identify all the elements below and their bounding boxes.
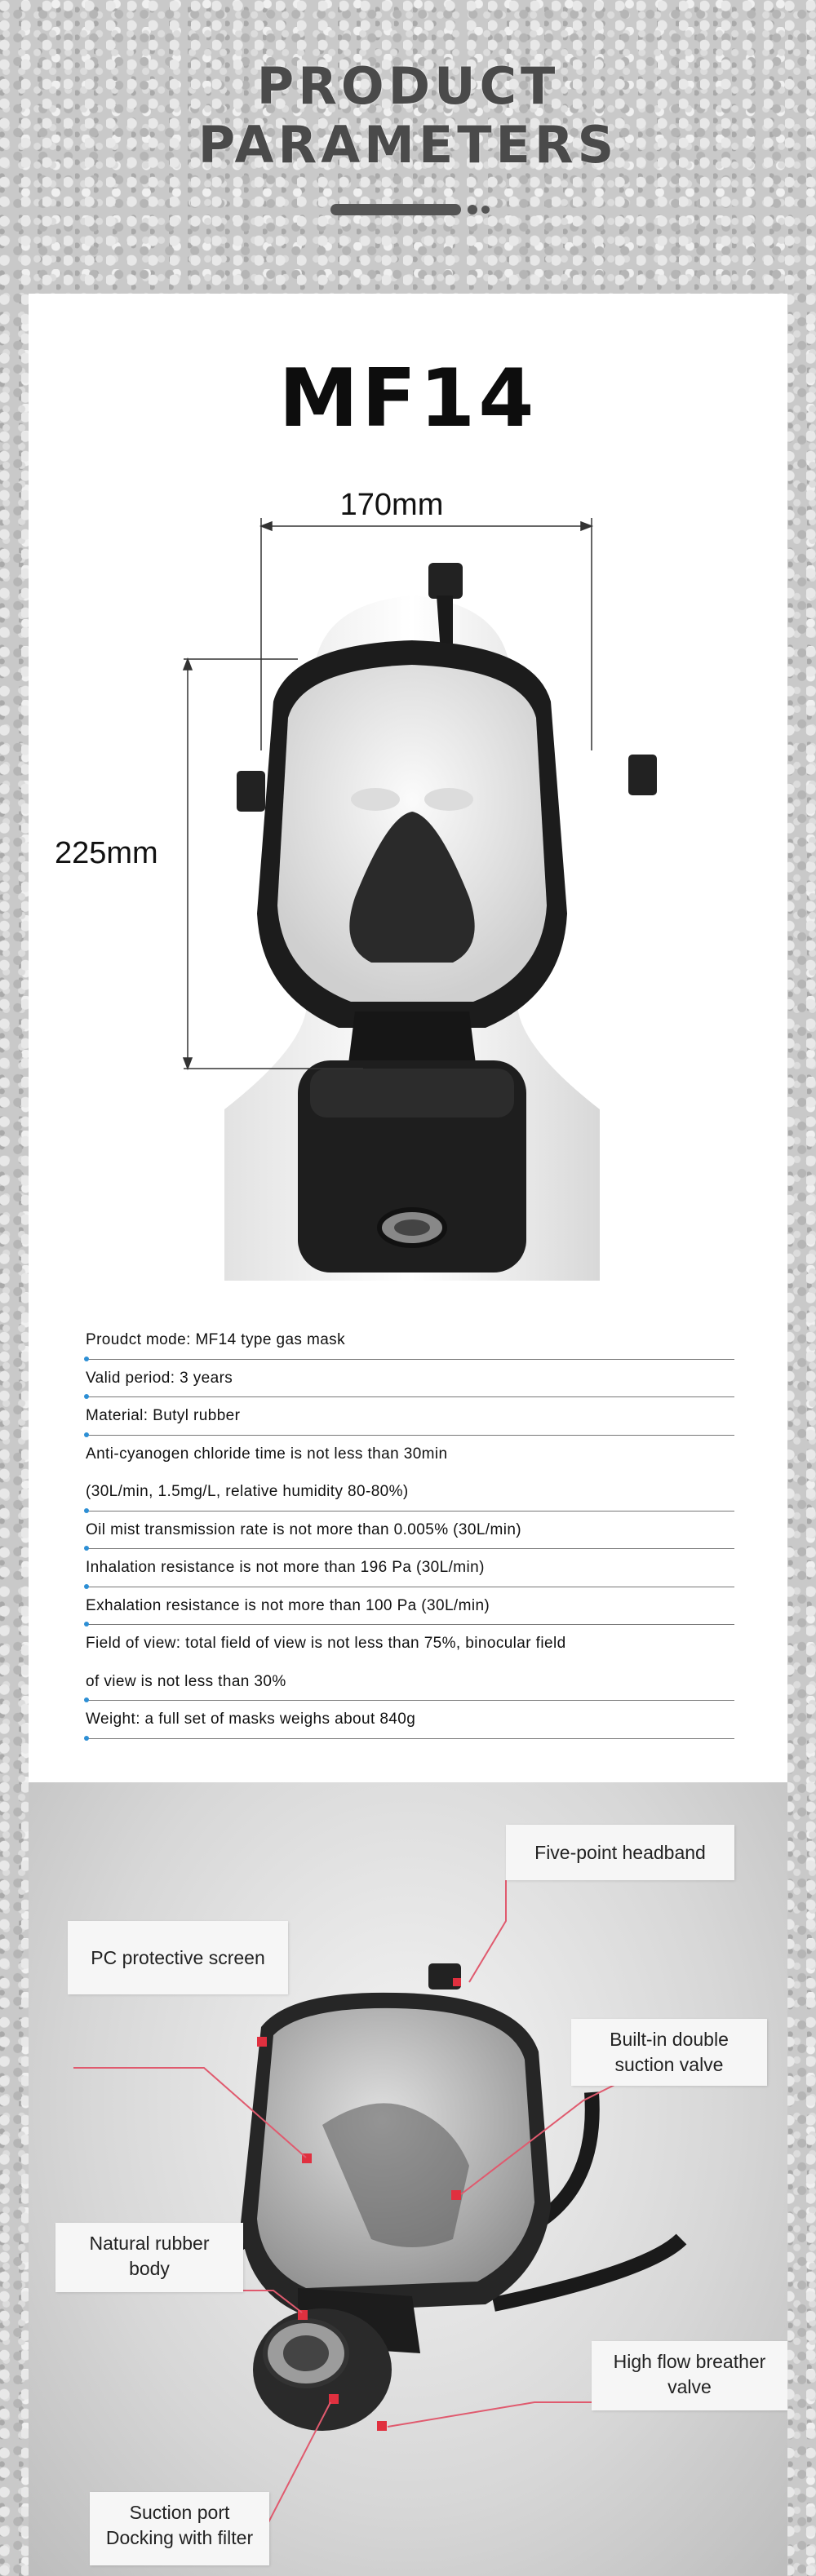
spec-weight: Weight: a full set of masks weighs about 840g [86, 1701, 734, 1739]
title-underline-dot [468, 205, 477, 215]
spec-oil-mist: Oil mist transmission rate is not more than 0.005% (30L/min) [86, 1512, 734, 1550]
spec-material: Material: Butyl rubber [86, 1397, 734, 1436]
spec-anti-cyanogen-conditions: (30L/min, 1.5mg/L, relative humidity 80-80%) [86, 1473, 734, 1512]
headband-buckle [428, 563, 463, 599]
gas-mask-feature-image [29, 1782, 787, 2576]
spec-product-mode: Proudct mode: MF14 type gas mask [86, 1321, 734, 1360]
model-name: MF14 [278, 352, 538, 445]
feature-panel [29, 1782, 787, 2576]
spec-anti-cyanogen: Anti-cyanogen chloride time is not less than 30min [86, 1445, 448, 1463]
callout-rubber-body: Natural rubber body [55, 2223, 243, 2292]
page-title-line-2: PARAMETERS [197, 115, 619, 175]
callout-suction-port: Suction port Docking with filter [90, 2492, 269, 2565]
title-underline-dot [481, 206, 490, 214]
spec-inhalation-resistance: Inhalation resistance is not more than 196 Pa (30L/min) [86, 1549, 734, 1587]
callout-headband: Five-point headband [506, 1825, 734, 1880]
callout-breather-valve: High flow breather valve [592, 2341, 787, 2410]
spec-field-of-view-continued: of view is not less than 30% [86, 1663, 734, 1702]
page-title-line-1: PRODUCT [256, 56, 560, 116]
spec-exhalation-resistance: Exhalation resistance is not more than 100 Pa (30L/min) [86, 1587, 734, 1626]
width-dimension-label: 170mm [339, 488, 444, 522]
height-dimension-label: 225mm [55, 836, 158, 870]
spec-valid-period: Valid period: 3 years [86, 1360, 734, 1398]
callout-suction-valve: Built-in double suction valve [571, 2019, 767, 2086]
callout-pc-screen: PC protective screen [68, 1921, 288, 1994]
gas-mask-image [29, 294, 787, 1297]
spec-field-of-view: Field of view: total field of view is not less than 75%, binocular field [86, 1635, 566, 1652]
spec-list [86, 1321, 734, 1739]
page-title [0, 57, 816, 175]
product-card [29, 294, 787, 1782]
title-underline-bar [330, 204, 461, 215]
